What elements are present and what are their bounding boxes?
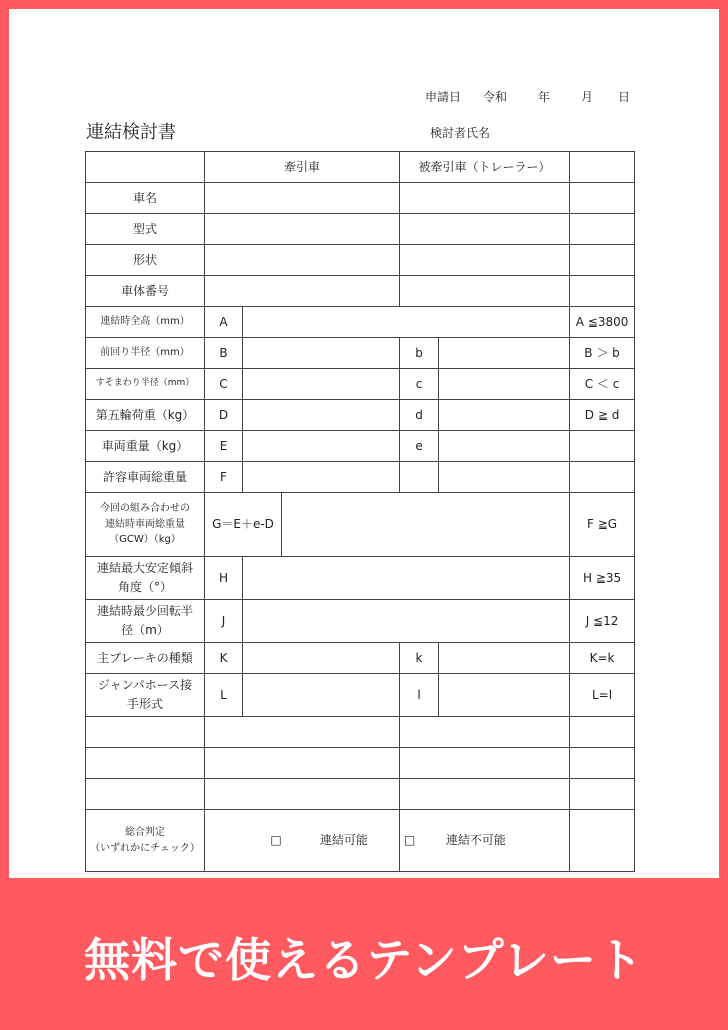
value-input-cell[interactable]: [243, 307, 570, 338]
condition-cell: J ≦12: [570, 600, 635, 643]
free-template-banner: 無料で使えるテンプレート: [84, 933, 644, 987]
condition-cell: D ≧ d: [570, 400, 635, 431]
condition-cell[interactable]: [570, 748, 635, 779]
row-label: 車名: [86, 183, 205, 214]
tractor-input-cell[interactable]: [205, 214, 400, 245]
tractor-value-cell[interactable]: [243, 431, 400, 462]
condition-cell: [570, 810, 635, 872]
checkbox-icon[interactable]: □: [270, 833, 282, 848]
symbol-cell: D: [205, 400, 243, 431]
coupling-impossible-option[interactable]: [400, 810, 570, 872]
application-date: [425, 88, 635, 108]
row-label: すそまわり半径（mm）: [86, 369, 205, 400]
trailer-header: 被牽引車（トレーラー）: [400, 152, 570, 183]
table-header-row: [86, 152, 635, 183]
inspector-name-label: 検討者氏名: [430, 126, 491, 140]
era-label: 令和: [483, 90, 508, 104]
row-label: 主ブレーキの種類: [86, 643, 205, 674]
table-row: [86, 462, 635, 493]
trailer-value-cell[interactable]: [439, 400, 570, 431]
symbol-cell: C: [205, 369, 243, 400]
row-label: 前回り半径（mm）: [86, 338, 205, 369]
row-label: [86, 810, 205, 872]
row-label: [86, 674, 205, 717]
tractor-input-cell[interactable]: [205, 779, 400, 810]
trailer-input-cell[interactable]: [400, 748, 570, 779]
condition-cell[interactable]: [570, 779, 635, 810]
table-row: [86, 183, 635, 214]
tractor-value-cell[interactable]: [243, 369, 400, 400]
row-label: 形状: [86, 245, 205, 276]
coupling-possible-option[interactable]: [205, 810, 400, 872]
month-label: 月: [581, 90, 594, 104]
trailer-input-cell[interactable]: [400, 717, 570, 748]
table-row: [86, 307, 635, 338]
symbol-cell: A: [205, 307, 243, 338]
table-row: [86, 600, 635, 643]
row-label-line: 角度（°）: [117, 580, 172, 594]
symbol-cell: H: [205, 557, 243, 600]
table-row: [86, 643, 635, 674]
day-label: 日: [618, 90, 631, 104]
tractor-input-cell[interactable]: [205, 276, 400, 307]
row-label: 型式: [86, 214, 205, 245]
condition-cell: A ≦3800: [570, 307, 635, 338]
tractor-value-cell[interactable]: [243, 338, 400, 369]
tractor-input-cell[interactable]: [205, 748, 400, 779]
table-row: [86, 674, 635, 717]
date-label: 申請日: [425, 90, 462, 104]
checkbox-icon[interactable]: □: [404, 833, 416, 848]
tractor-input-cell[interactable]: [205, 717, 400, 748]
trailer-value-cell[interactable]: [439, 369, 570, 400]
row-label: 連結時全高（mm）: [86, 307, 205, 338]
table-row: [86, 779, 635, 810]
condition-cell: K=k: [570, 643, 635, 674]
symbol-cell: b: [400, 338, 439, 369]
tractor-value-cell[interactable]: [243, 400, 400, 431]
symbol-cell: l: [400, 674, 439, 717]
document-title: 連結検討書: [86, 122, 176, 143]
row-label-line: 連結最大安定傾斜: [96, 561, 193, 576]
gcw-value-cell[interactable]: [282, 493, 570, 557]
table-row: [86, 493, 635, 557]
condition-cell: L=l: [570, 674, 635, 717]
row-label-line: （GCW）（kg）: [109, 534, 181, 546]
row-label-line: ジャンパホース接: [97, 678, 193, 693]
blank-label-cell[interactable]: [86, 717, 205, 748]
tractor-value-cell[interactable]: [243, 674, 400, 717]
blank-label-cell[interactable]: [86, 748, 205, 779]
row-label: 車体番号: [86, 276, 205, 307]
condition-cell: [570, 245, 635, 276]
table-row: [86, 557, 635, 600]
condition-cell: F ≧G: [570, 493, 635, 557]
symbol-cell: c: [400, 369, 439, 400]
condition-cell: [570, 183, 635, 214]
row-label-line: 連結時最少回転半: [96, 604, 193, 619]
condition-cell: B ＞ b: [570, 338, 635, 369]
blank-label-cell[interactable]: [86, 779, 205, 810]
symbol-cell: J: [205, 600, 243, 643]
row-label-line: （いずれかにチェック）: [90, 842, 200, 854]
condition-cell: [570, 214, 635, 245]
symbol-cell: K: [205, 643, 243, 674]
table-row: [86, 276, 635, 307]
row-label: [86, 600, 205, 643]
trailer-value-cell[interactable]: [439, 643, 570, 674]
row-label: [86, 557, 205, 600]
coupling-possible-label: 連結可能: [319, 833, 368, 848]
row-label: 許容車両総重量: [86, 462, 205, 493]
table-row: [86, 717, 635, 748]
row-label-line: 今回の組み合わせの: [100, 503, 190, 515]
row-label: [86, 493, 205, 557]
trailer-input-cell[interactable]: [400, 183, 570, 214]
trailer-input-cell[interactable]: [400, 214, 570, 245]
tractor-input-cell[interactable]: [205, 245, 400, 276]
symbol-cell: F: [205, 462, 243, 493]
row-label: 第五輪荷重（kg）: [86, 400, 205, 431]
tractor-value-cell[interactable]: [243, 462, 400, 493]
condition-cell: H ≧35: [570, 557, 635, 600]
row-label-line: 総合判定: [125, 827, 165, 838]
value-input-cell[interactable]: [243, 557, 570, 600]
tractor-value-cell[interactable]: [243, 643, 400, 674]
formula-cell: G＝E＋e-D: [205, 493, 282, 557]
trailer-value-cell[interactable]: [439, 674, 570, 717]
tractor-input-cell[interactable]: [205, 183, 400, 214]
coupling-impossible-label: 連結不可能: [445, 833, 506, 848]
row-label-line: 径（m）: [121, 623, 169, 637]
tractor-header: 牽引車: [205, 152, 400, 183]
row-label: 車両重量（kg）: [86, 431, 205, 462]
condition-cell: [570, 276, 635, 307]
symbol-cell: B: [205, 338, 243, 369]
blank-cell: [400, 462, 439, 493]
table-row: [86, 748, 635, 779]
trailer-input-cell[interactable]: [400, 779, 570, 810]
trailer-value-cell[interactable]: [439, 431, 570, 462]
header-condition-cell: [570, 152, 635, 183]
symbol-cell: k: [400, 643, 439, 674]
symbol-cell: L: [205, 674, 243, 717]
value-input-cell[interactable]: [243, 600, 570, 643]
coupling-inspection-table: [85, 151, 635, 872]
blank-cell: [439, 462, 570, 493]
condition-cell: [570, 431, 635, 462]
trailer-value-cell[interactable]: [439, 338, 570, 369]
trailer-input-cell[interactable]: [400, 245, 570, 276]
symbol-cell: E: [205, 431, 243, 462]
table-row: [86, 245, 635, 276]
symbol-cell: e: [400, 431, 439, 462]
trailer-input-cell[interactable]: [400, 276, 570, 307]
row-label-line: 手形式: [126, 697, 163, 711]
table-row: [86, 400, 635, 431]
table-row: [86, 214, 635, 245]
condition-cell[interactable]: [570, 717, 635, 748]
judgement-row: [86, 810, 635, 872]
symbol-cell: d: [400, 400, 439, 431]
condition-cell: C ＜ c: [570, 369, 635, 400]
table-row: [86, 338, 635, 369]
year-label: 年: [538, 90, 551, 104]
table-row: [86, 369, 635, 400]
condition-cell: [570, 462, 635, 493]
row-label-line: 連結時車両総重量: [105, 518, 185, 530]
header-blank-cell: [86, 152, 205, 183]
table-row: [86, 431, 635, 462]
